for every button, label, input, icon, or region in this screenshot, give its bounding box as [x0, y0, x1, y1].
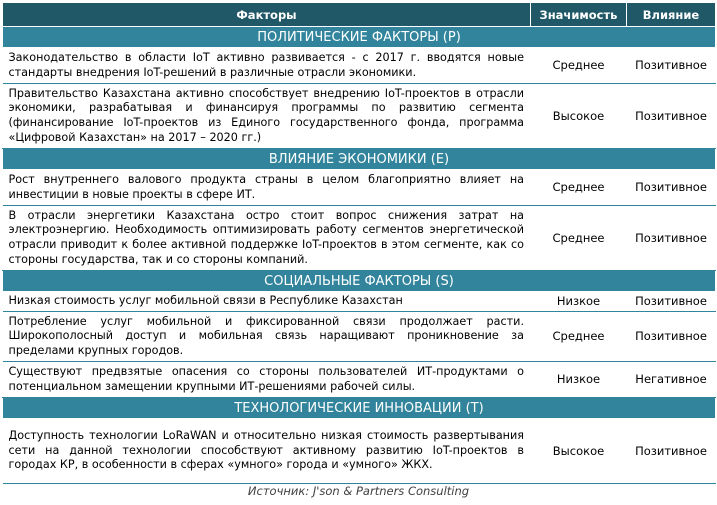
influence-cell: Позитивное	[627, 292, 716, 312]
source-caption: Источник: J'son & Partners Consulting	[247, 484, 470, 498]
table-row	[3, 48, 716, 84]
factor-text: Законодательство в области IoT активно развивается - с 2017 г. вводятся новые стандарты внедрения IoT-решений в различные отрасли экономики.	[3, 48, 531, 84]
significance-cell: Среднее	[531, 48, 627, 84]
section-row-social	[3, 271, 716, 292]
table-row	[3, 419, 716, 484]
factor-text: Рост внутреннего валового продукта страны в целом благоприятно влияет на инвестиции в новые проекты в сфере ИТ.	[3, 170, 531, 206]
table-row	[3, 292, 716, 312]
section-row-political	[3, 27, 716, 48]
section-row-technological	[3, 398, 716, 419]
significance-cell: Высокое	[531, 84, 627, 149]
significance-cell: Среднее	[531, 206, 627, 271]
table-row	[3, 206, 716, 271]
section-title: ПОЛИТИЧЕСКИЕ ФАКТОРЫ (P)	[3, 27, 716, 48]
header-factors: Факторы	[3, 3, 531, 27]
influence-cell: Позитивное	[627, 170, 716, 206]
factor-text: Доступность технологии LoRaWAN и относительно низкая стоимость развертывания сети на данной технологии способствуют активному развитию IoT-проектов в городах КР, в особенности в сферах «умного» города и «умного» ЖКХ.	[3, 419, 531, 484]
section-title: ВЛИЯНИЕ ЭКОНОМИКИ (E)	[3, 149, 716, 170]
influence-cell: Негативное	[627, 362, 716, 398]
section-title: ТЕХНОЛОГИЧЕСКИЕ ИННОВАЦИИ (T)	[3, 398, 716, 419]
significance-cell: Низкое	[531, 362, 627, 398]
section-title: СОЦИАЛЬНЫЕ ФАКТОРЫ (S)	[3, 271, 716, 292]
significance-cell: Низкое	[531, 292, 627, 312]
influence-cell: Позитивное	[627, 48, 716, 84]
pest-table	[2, 2, 716, 484]
header-significance: Значимость	[531, 3, 627, 27]
influence-cell: Позитивное	[627, 312, 716, 362]
factor-text: Потребление услуг мобильной и фиксированной связи продолжает расти. Широкополосный доступ и мобильная связь наращивают проникновение за пределами крупных городов.	[3, 312, 531, 362]
table-row	[3, 84, 716, 149]
header-influence: Влияние	[627, 3, 716, 27]
factor-text: Правительство Казахстана активно способствует внедрению IoT-проектов в отрасли экономики, разрабатывая и финансируя программы по развитию сегмента (финансирование IoT-проектов из Единого государственного фонда, программа «Цифровой Казахстан» на 2017 – 2020 гг.)	[3, 84, 531, 149]
factor-text: Низкая стоимость услуг мобильной связи в Республике Казахстан	[3, 292, 531, 312]
influence-cell: Позитивное	[627, 419, 716, 484]
factor-text: В отрасли энергетики Казахстана остро стоит вопрос снижения затрат на электроэнергию. Необходимость оптимизировать работу сегментов энергетической отрасли приводит к более активной поддержке IoT-проектов в этом сегменте, как со стороны государства, так и со стороны компаний.	[3, 206, 531, 271]
factor-text: Существуют предвзятые опасения со стороны пользователей ИТ-продуктами о потенциальном замещении крупными ИТ-решениями рабочей силы.	[3, 362, 531, 398]
table-row	[3, 312, 716, 362]
significance-cell: Среднее	[531, 170, 627, 206]
table-header-row	[3, 3, 716, 27]
influence-cell: Позитивное	[627, 84, 716, 149]
significance-cell: Среднее	[531, 312, 627, 362]
section-row-economic	[3, 149, 716, 170]
table-row	[3, 362, 716, 398]
significance-cell: Высокое	[531, 419, 627, 484]
table-row	[3, 170, 716, 206]
influence-cell: Позитивное	[627, 206, 716, 271]
